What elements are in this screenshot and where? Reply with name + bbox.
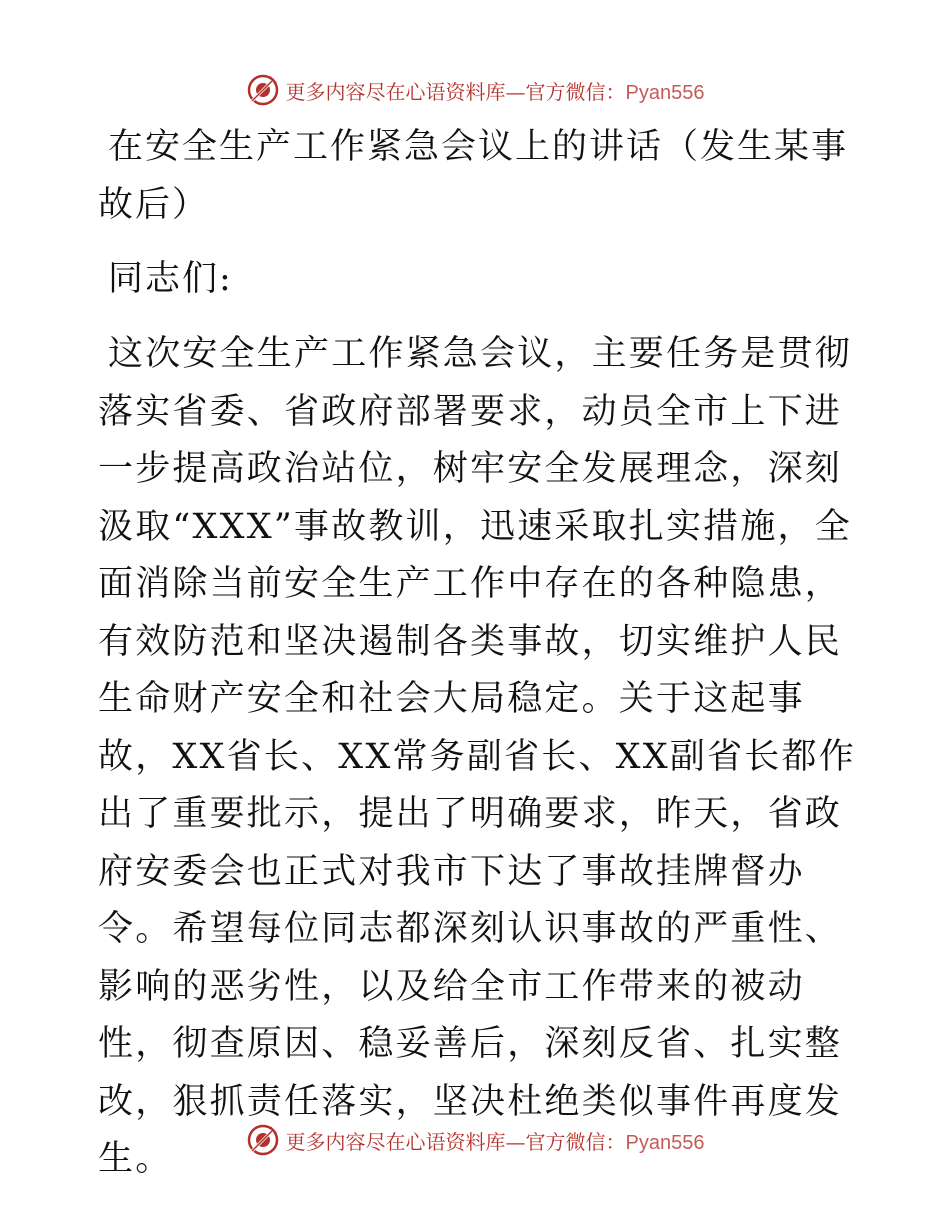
brand-logo-icon xyxy=(246,73,280,107)
brand-logo-icon xyxy=(246,1123,280,1157)
watermark-account: Pyan556 xyxy=(625,81,705,104)
document-title: 在安全生产工作紧急会议上的讲话（发生某事故后） xyxy=(98,127,849,225)
watermark-text xyxy=(286,1126,705,1155)
watermark-separator: — xyxy=(505,79,526,104)
watermark-footer xyxy=(0,1120,950,1160)
watermark-official: 官方微信： xyxy=(525,1129,626,1154)
watermark-separator: — xyxy=(505,1129,526,1154)
watermark-header xyxy=(0,70,950,110)
watermark-official: 官方微信： xyxy=(525,79,626,104)
salutation: 同志们: xyxy=(108,259,233,299)
body-paragraph: 这次安全生产工作紧急会议，主要任务是贯彻落实省委、省政府部署要求，动员全市上下进一步提高政治站位，树牢安全发展理念，深刻汲取“XXX”事故教训，迅速采取扎实措施，全面消除当前安全生产工作中存在的各种隐患，有效防范和坚决遏制各类事故，切实维护人民生命财产安全和社会大局稳定。关于这起事故，XX省长、XX常务副省长、XX副省长都作出了重要批示，提出了明确要求，昨天，省政府安委会也正式对我市下达了事故挂牌督办令。希望每位同志都深刻认识事故的严重性、影响的恶劣性，以及给全市工作带来的被动性，彻查原因、稳妥善后，深刻反省、扎实整改，狠抓责任落实，坚决杜绝类似事件再度发生。 xyxy=(98,334,856,1179)
watermark-account: Pyan556 xyxy=(625,1131,705,1154)
watermark-text xyxy=(286,76,705,105)
watermark-main: 更多内容尽在心语资料库 xyxy=(285,1129,506,1154)
watermark-main: 更多内容尽在心语资料库 xyxy=(285,79,506,104)
